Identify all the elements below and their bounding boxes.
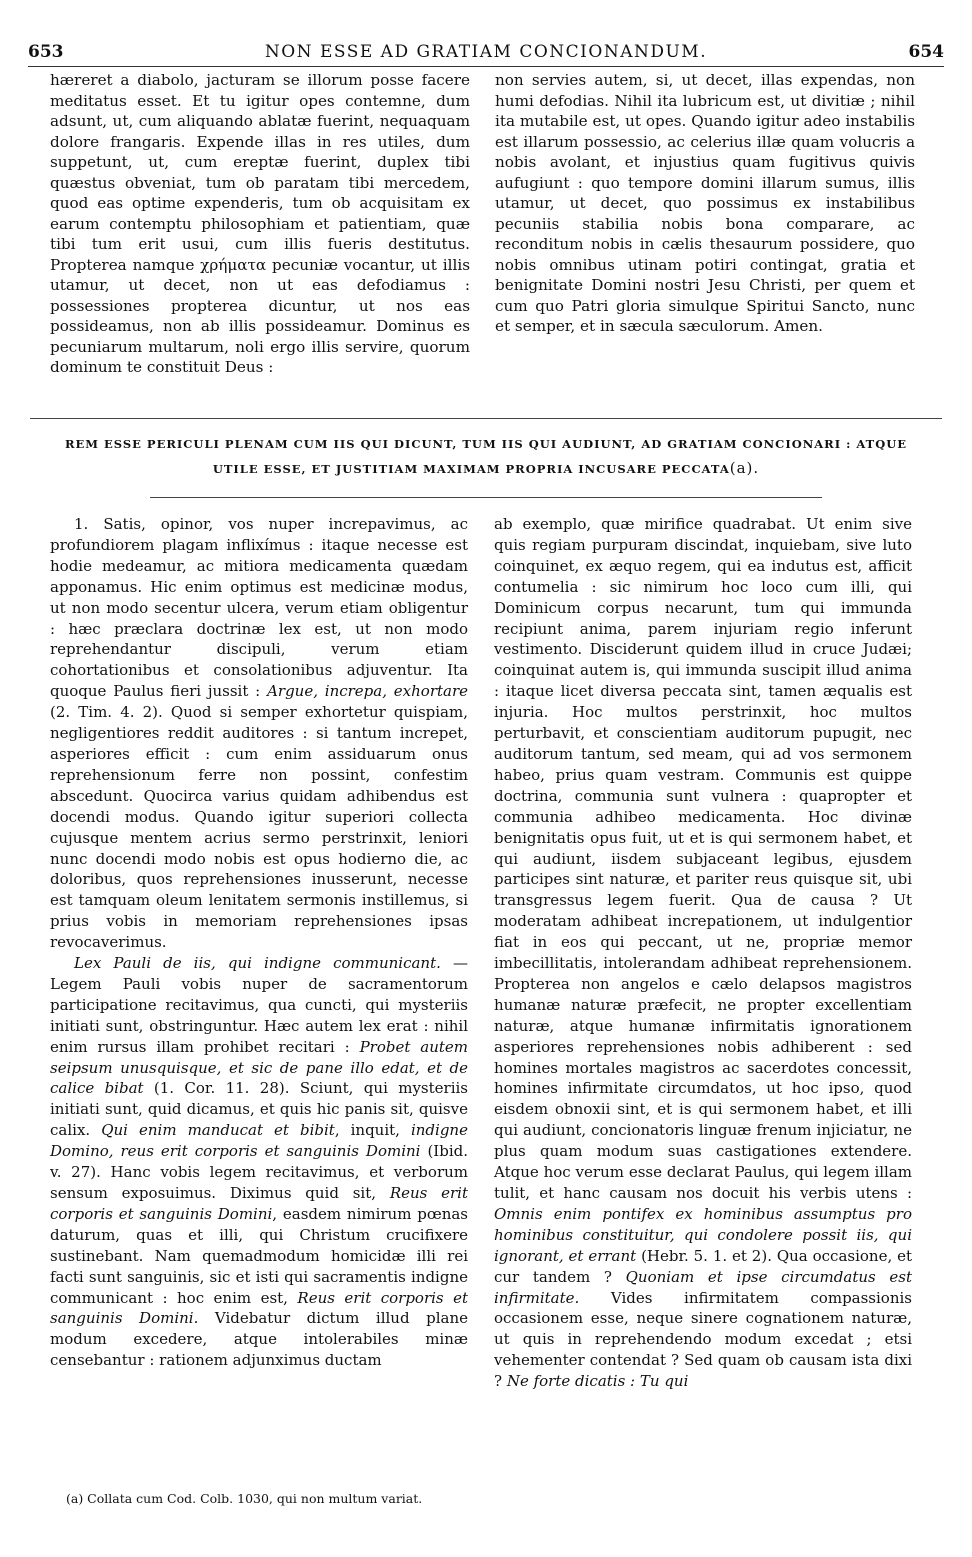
top-left-column <box>50 70 470 378</box>
left-page-number: 653 <box>28 42 64 62</box>
top-right-paragraph: non servies autem, si, ut decet, illas expendas, non humi defodias. Nihil ita lubricum est, ut divitiæ ; nihil ita mutabile est, ut opes. Quando igitur adeo instabilis est illarum possessio, ac celerius illæ quam volucris a nobis avolant, et injustius quam fugitivus quivis aufugiunt : quo tempore domini illarum sumus, illis utamur, ut decet, quo possimus ex instabilibus pecuniis stabilia nobis bona comparare, ac reconditum nobis in cælis thesaurum possidere, quo nobis omnibus utinam potiri contingat, gratia et benignitate Domini nostri Jesu Christi, per quem et cum quo Patri gloria simulque Spiritui Sancto, nunc et semper, et in sæcula sæculorum. Amen. <box>495 71 915 335</box>
top-left-paragraph: hæreret a diabolo, jacturam se illorum posse facere meditatus esset. Et tu igitur opes contemne, dum adsunt, ut, cum aliquando ablatæ fuerint, nequaquam dolore frangaris. Expende illas in res utiles, dum suppetunt, ut, cum ereptæ fuerint, duplex tibi quæstus obveniat, tum ob paratam tibi mercedem, quod eas optime expenderis, tum ob acquisitam ex earum contemptu philosophiam et patientiam, quæ tibi tum erit usui, cum illis fueris destitutus. Propterea namque χρήματα pecuniæ vocantur, ut illis utamur, ut decet, non ut eas defodiamus : possessiones propterea dicuntur, ut nos eas possideamus, non ab illis possideamur. Dominus es pecuniarum multarum, noli ergo illis servire, quorum dominum te constituit Deus : <box>50 71 470 376</box>
section-divider <box>30 418 942 419</box>
footnote: (a) Collata cum Cod. Colb. 1030, qui non multum variat. <box>66 1491 423 1506</box>
running-header <box>28 38 944 67</box>
paragraph-1: 1. Satis, opinor, vos nuper increpavimus, ac profundiorem plagam inflixímus : itaque necesse est hodie medeamur, ac mitiora medicamenta quædam apponamus. Hic enim optimus est medicinæ modus, ut non modo secentur ulcera, verum etiam obligentur : hæc præclara doctrinæ lex est, ut non modo reprehendantur discipuli, verum etiam cohortationibus et consolationibus adjuventur. Ita quoque Paulus fieri jussit : Argue, increpa, exhortare (2. Tim. 4. 2). Quod si semper exhortetur quispiam, negligentiores reddit auditores : si tantum increpet, asperiores efficit : cum enim assiduarum onus reprehensionum ferre non possint, confestim abscedunt. Quocirca varius quidam adhibendus est docendi modus. Quando igitur superiori collecta cujusque mentem acrius sermo perstrinxit, leniori nunc docendi modo nobis est opus hodierno die, ac doloribus, quos reprehensiones inusserunt, necesse est tamquam oleum lenitatem sermonis instillemus, si prius vobis in memoriam reprehensiones ipsas revocaverimus. <box>50 515 469 952</box>
section-title-note-ref: (a). <box>729 459 760 477</box>
section-title <box>40 432 932 481</box>
running-title: NON ESSE AD GRATIAM CONCIONANDUM. <box>264 42 708 62</box>
section-title-text: REM ESSE PERICULI PLENAM CUM IIS QUI DICUNT, TUM IIS QUI AUDIUNT, AD GRATIAM CONCIONARI : ATQUE UTILE ESSE, ET JUSTITIAM MAXIMAM PROPRIA INCUSARE PECCATA <box>64 437 908 476</box>
paragraph-heading: Lex Pauli de iis, qui indigne communicant. <box>74 954 441 973</box>
bottom-left-column <box>50 514 468 1371</box>
paragraph-continued: ab exemplo, quæ mirifice quadrabat. Ut enim sive quis regiam purpuram discindat, inquiebam, sive luto coinquinet, ex æquo regem, qui ea indutus est, afficit contumelia : sic nimirum hoc loco cum illi, qui Dominicum corpus necarunt, tum qui immunda recipiunt anima, parem injuriam regio inferunt vestimento. Disciderunt quidem illud in cruce Judæi; coinquinat autem is, qui immunda suscipit illud anima : itaque licet diversa peccata sint, tamen æqualis est injuria. Hoc multos perstrinxit, hoc multos perturbavit, et conscientiam auditorum pupugit, nec auditorum tantum, sed meam, qui ad vos sermonem habeo, prius quam vestram. Communis est quippe doctrina, communia sunt vulnera : quapropter et communia adhibeo medicamenta. Hoc divinæ benignitatis opus fuit, ut et is qui sermonem habet, et qui audiunt, iisdem subjaceant legibus, ejusdem participes sint naturæ, et pariter reus quisque sit, ubi transgressus legem fuerit. Qua de causa ? Ut moderatam adhibeat increpationem, ut indulgentior fiat in eos qui peccant, ut ne, propriæ memor imbecillitatis, intolerandam adhibeat reprehensionem. Propterea non angelos e cælo delapsos magistros humanæ naturæ præfecit, ne propter excellentiam naturæ, atque humanæ infirmitatis ignorationem asperiores reprehensiones nobis adhiberent : sed homines mortales magistros ac sacerdotes concessit, homines infirmitate circumdatos, ut hoc ipso, quod eisdem obnoxii sint, et is qui sermonem habet, et illi qui audiunt, concionatoris linguæ frenum injiciatur, ne plus quam modum suas castigationes extendere. Atque hoc verum esse declarat Paulus, qui legem illam tulit, et hanc causam nos docuit his verbis utens : Omnis enim pontifex ex hominibus assumptus pro hominibus constituitur, qui condolere possit iis, qui ignorant, et errant (Hebr. 5. 1. et 2). Qua occasione, et cur tandem ? Quoniam et ipse circumdatus est infirmitate. Vides infirmitatem compassionis occasionem esse, neque sinere cognationem naturæ, ut quis in reprehendendo modum excedat ; etsi vehementer contendat ? Sed quam ob causam ista dixi ? Ne forte dicatis : Tu qui <box>494 515 913 1391</box>
paragraph-2: Lex Pauli de iis, qui indigne communicant. — Legem Pauli vobis nuper de sacramentorum participatione recitavimus, qua cuncti, qui mysteriis initiati sunt, obstringuntur. Hæc autem lex erat : nihil enim rursus illam prohibet recitari : Probet autem seipsum unusquisque, et sic de pane illo edat, et de calice bibat (1. Cor. 11. 28). Sciunt, qui mysteriis initiati sunt, quid dicamus, et quis hic panis sit, quisve calix. Qui enim manducat et bibit, inquit, indigne Domino, reus erit corporis et sanguinis Domini (Ibid. v. 27). Hanc vobis legem recitavimus, et verborum sensum exposuimus. Diximus quid sit, Reus erit corporis et sanguinis Domini, easdem nimirum pœnas daturum, quas et illi, qui Christum crucifixere sustinebant. Nam quemadmodum homicidæ illi rei facti sunt sanguinis, sic et isti qui sacramentis indigne communicant : hoc enim est, Reus erit corporis et sanguinis Domini. Videbatur dictum illud plane modum excedere, atque intolerabiles minæ censebantur : rationem adjunximus ductam <box>50 954 468 1370</box>
title-underline <box>150 497 822 498</box>
top-right-column <box>495 70 915 337</box>
right-page-number: 654 <box>908 42 944 62</box>
bottom-right-column <box>494 514 912 1392</box>
